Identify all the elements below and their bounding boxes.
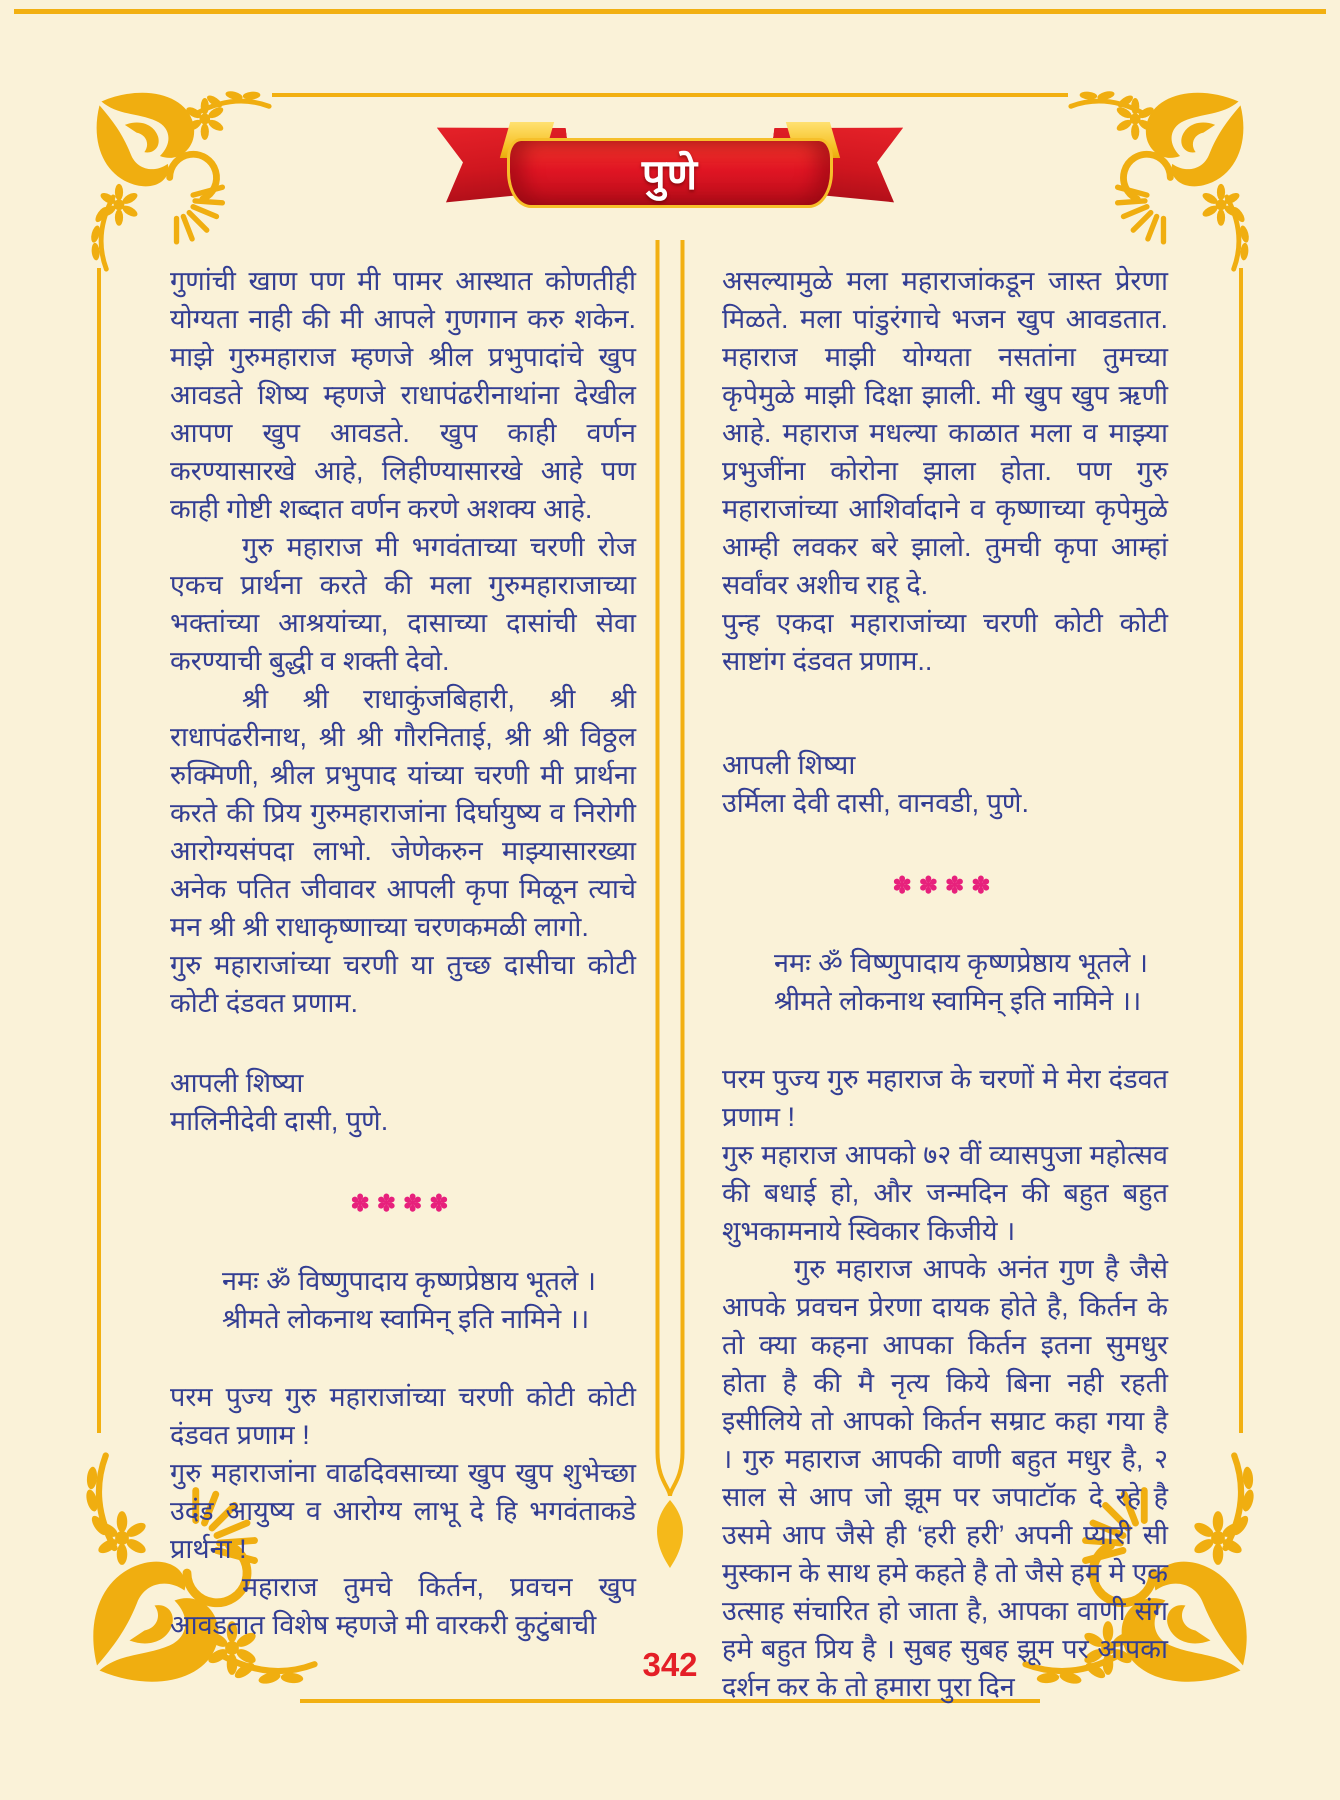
paragraph: गुरु महाराजांना वाढदिवसाच्या खुप खुप शुभेच्छा उदंड आयुष्य व आरोग्य लाभू दे हि भगवंताकडे प्रार्थना ! <box>170 1458 636 1564</box>
separator-stars: ✽✽✽✽ <box>350 1190 456 1216</box>
chapter-ribbon-banner <box>447 112 893 212</box>
signature-block <box>722 746 1168 822</box>
signoff-role: आपली शिष्या <box>170 1068 304 1098</box>
right-column <box>722 262 1168 1706</box>
signoff-role: आपली शिष्या <box>722 750 856 780</box>
page-number: 342 <box>642 1646 698 1683</box>
top-gold-strip <box>14 9 1326 14</box>
shloka-verse <box>170 1262 636 1338</box>
paragraph: गुरु महाराज आपको ७२ वीं व्यासपुजा महोत्सव की बधाई हो, और जन्मदिन की बहुत बहुत शुभकामनाये स्विकार किजीये । <box>722 1140 1168 1246</box>
paragraph: गुरु महाराज मी भगवंताच्या चरणी रोज एकच प्रार्थना करते की मला गुरुमहाराजाच्या भक्तांच्या आश्रयांच्या, दासाच्या दासांची सेवा करण्याची बुद्धी व शक्ती देवो. <box>170 532 636 676</box>
shloka-line-2: श्रीमते लोकनाथ स्वामिन् इति नामिने ।। <box>774 986 1142 1016</box>
ribbon-band <box>507 138 833 208</box>
shloka-line-2: श्रीमते लोकनाथ स्वामिन् इति नामिने ।। <box>222 1304 590 1334</box>
signoff-name: उर्मिला देवी दासी, वानवडी, पुणे. <box>722 788 1029 818</box>
paragraph: महाराज तुमचे किर्तन, प्रवचन खुप आवडतात विशेष म्हणजे मी वारकरी कुटुंबाची <box>170 1572 636 1640</box>
paragraph: गुरु महाराजांच्या चरणी या तुच्छ दासीचा कोटी कोटी दंडवत प्रणाम. <box>170 950 636 1018</box>
column-divider-pen-nib <box>645 240 695 1570</box>
separator-stars: ✽✽✽✽ <box>892 872 998 898</box>
frame-right-line <box>1239 268 1243 1433</box>
frame-left-line <box>97 268 101 1433</box>
signature-block <box>170 1064 636 1140</box>
shloka-line-1: नमः ॐ विष्णुपादाय कृष्णप्रेष्ठाय भूतले । <box>774 948 1149 978</box>
shloka-verse <box>722 944 1168 1020</box>
paragraph: असल्यामुळे मला महाराजांकडून जास्त प्रेरणा मिळते. मला पांडुरंगाचे भजन खुप आवडतात. महाराज माझी योग्यता नसतांना तुमच्या कृपेमुळे माझी दिक्षा झाली. मी खुप खुप ऋणी आहे. महाराज मधल्या काळात मला व माझ्या प्रभुजींना कोरोना झाला होता. पण गुरु महाराजांच्या आशिर्वादाने व कृष्णाच्या कृपेमुळे आम्ही लवकर बरे झालो. तुमची कृपा आम्हां सर्वांवर अशीच राहू दे. <box>722 266 1168 600</box>
chapter-title: पुणे <box>641 150 699 198</box>
corner-ornament-top-left <box>80 80 275 275</box>
signoff-name: मालिनीदेवी दासी, पुणे. <box>170 1106 389 1136</box>
left-column <box>170 262 636 1644</box>
frame-top-line <box>272 93 1068 97</box>
paragraph: परम पुज्य गुरु महाराज के चरणों मे मेरा दंडवत प्रणाम ! <box>722 1064 1168 1132</box>
paragraph: गुरु महाराज आपके अनंत गुण है जैसे आपके प्रवचन प्रेरणा दायक होते है, किर्तन के तो क्या कहना आपका किर्तन इतना सुमधुर होता है की मै नृत्य किये बिना नही रहती इसीलिये तो आपको किर्तन सम्राट कहा गया है । गुरु महाराज आपकी वाणी बहुत मधुर है, २ साल से आप जो झूम पर जपाटॉक दे रहे है उसमे आप जैसे ही ‘हरी हरी’ अपनी प्यारी सी मुस्कान के साथ हमे कहते है तो जैसे हम मे एक उत्साह संचारित हो जाता है, आपका वाणी संग हमे बहुत प्रिय है । सुबह सुबह झूम पर आपका दर्शन कर के तो हमारा पुरा दिन <box>722 1254 1168 1702</box>
paragraph: पुन्ह एकदा महाराजांच्या चरणी कोटी कोटी साष्टांग दंडवत प्रणाम.. <box>722 608 1168 676</box>
paragraph: गुणांची खाण पण मी पामर आस्थात कोणतीही योग्यता नाही की मी आपले गुणगान करु शकेन. माझे गुरुमहाराज म्हणजे श्रील प्रभुपादांचे खुप आवडते शिष्य म्हणजे राधापंढरीनाथांना देखील आपण खुप आवडते. खुप काही वर्णन करण्यासारखे आहे, लिहीण्यासारखे आहे पण काही गोष्टी शब्दात वर्णन करणे अशक्य आहे. <box>170 266 636 524</box>
paragraph: परम पुज्य गुरु महाराजांच्या चरणी कोटी कोटी दंडवत प्रणाम ! <box>170 1382 636 1450</box>
paragraph: श्री श्री राधाकुंजबिहारी, श्री श्री राधापंढरीनाथ, श्री श्री गौरनिताई, श्री श्री विठ्ठल रुक्मिणी, श्रील प्रभुपाद यांच्या चरणी मी प्रार्थना करते की प्रिय गुरुमहाराजांना दिर्घायुष्य व निरोगी आरोग्यसंपदा लाभो. जेणेकरुन माझ्यासारख्या अनेक पतित जीवावर आपली कृपा मिळून त्याचे मन श्री श्री राधाकृष्णाच्या चरणकमळी लागो. <box>170 684 636 942</box>
corner-ornament-top-right <box>1065 80 1260 275</box>
shloka-line-1: नमः ॐ विष्णुपादाय कृष्णप्रेष्ठाय भूतले । <box>222 1266 597 1296</box>
